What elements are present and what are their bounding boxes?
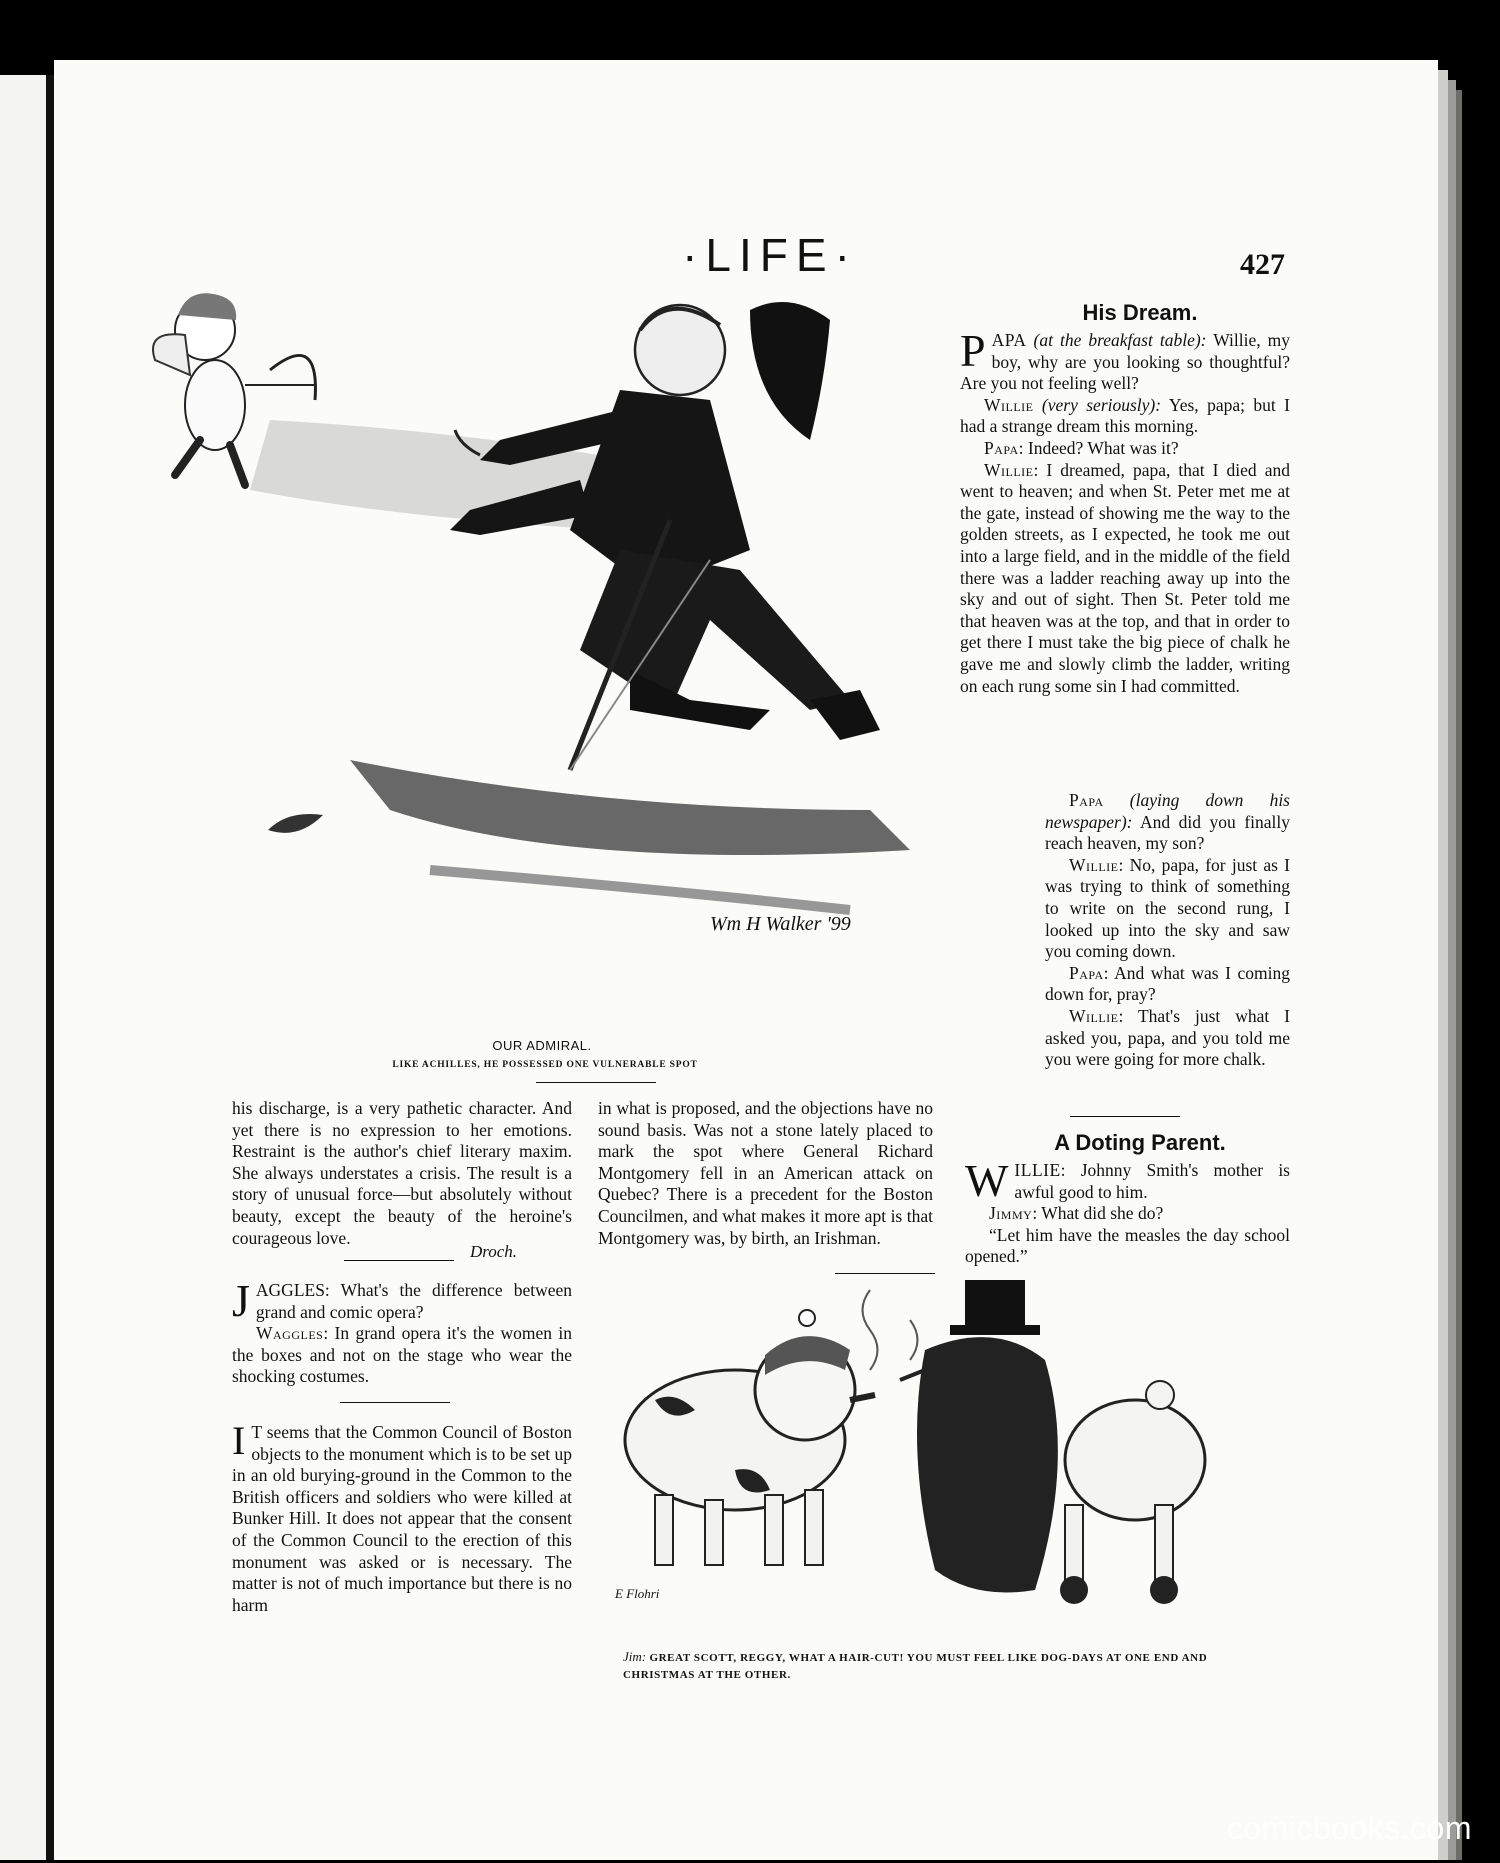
admiral-illustration [150, 290, 1030, 980]
boston-para: I T seems that the Common Council of Boston objects to the monument which is to be set up in an old burying-ground in the Common to the British officers and soldiers who were killed at Bunker Hill. It does not appear that the consent of the Common Council to the erection of this monument was asked or is necessary. The matter is not of much importance but there is no harm [232, 1418, 572, 1615]
his-dream-para-5: Papa (laying down his newspaper): And did you finally reach heaven, my son? [1045, 790, 1290, 854]
dogs-caption [623, 1648, 1248, 1684]
doting-parent-para-1: WILLIE: Johnny Smith's mother is awful good to him. [965, 1155, 1290, 1206]
page-stack-edge [1438, 70, 1448, 1860]
admiral-signature: Wm H Walker '99 [710, 913, 851, 935]
his-dream-para-7: Papa: And what was I coming down for, pray? [1045, 962, 1290, 1005]
his-dream-para-1: PAPA (at the breakfast table): Willie, my boy, why are you looking so thoughtful? Are you not feeling well? [960, 325, 1290, 394]
hat-falling [750, 302, 830, 440]
admiral-caption: OUR ADMIRAL. [492, 1038, 592, 1053]
dogs-signature: E Flohri [615, 1586, 660, 1601]
his-dream-body-narrow [1045, 790, 1290, 1071]
facing-page-edge [0, 75, 46, 1860]
jaggles-para-1: JAGGLES: What's the difference between grand and comic opera? [232, 1275, 572, 1326]
page-stack-edge [1456, 90, 1462, 1860]
bulldog-figure [625, 1310, 875, 1565]
review-rule [344, 1260, 454, 1261]
boston-article-col1 [232, 1418, 572, 1616]
doting-parent-para-3: “Let him have the measles the day school opened.” [965, 1224, 1290, 1267]
watermark: comicbooks.com [1226, 1810, 1472, 1846]
boston-para-cont: in what is proposed, and the objections have no sound basis. Was not a stone lately placed to mark the spot where General Richard Montgomery fell in an American attack on Quebec? There is a precedent for the Boston Councilmen, and what makes it more apt is that Montgomery was, by birth, an Irishman. [598, 1098, 933, 1248]
his-dream-body-wide [960, 325, 1290, 697]
jaggles-rule [340, 1402, 450, 1403]
review-body [232, 1098, 572, 1249]
dogs-rule [835, 1273, 935, 1274]
doting-parent-title: A Doting Parent. [1054, 1130, 1226, 1155]
boston-article-col2 [598, 1098, 933, 1249]
jaggles-para-2: Waggles: In grand opera it's the women in the boxes and not on the stage who wear the shocking costumes. [232, 1323, 572, 1387]
his-dream-para-6: Willie: No, papa, for just as I was trying to think of something to write on the second rung, I looked up into the sky and saw you coming down. [1045, 854, 1290, 962]
book-gutter [46, 75, 54, 1860]
dogs-caption-speaker: Jim: [623, 1649, 647, 1664]
his-dream-para-4: Willie: I dreamed, papa, that I died and went to heaven; and when St. Peter met me at the gate, instead of showing me the way to the golden streets, as I expected, he took me out into a large field, and in the middle of the field there was a ladder reaching away up into the sky and out of sight. Then St. Peter told me that heaven was at the top, and that in order to get there I must take the big piece of chalk he gave me and slowly climb the ladder, writing on each rung some sin I had committed. [960, 459, 1290, 696]
his-dream-para-2: Willie (very seriously): Yes, papa; but I had a strange dream this morning. [960, 394, 1290, 437]
page-stack-edge [1448, 80, 1456, 1860]
jaggles-joke [232, 1275, 572, 1388]
masthead-title: ·LIFE· [682, 229, 858, 281]
his-dream-title: His Dream. [1082, 300, 1198, 325]
poodle-figure [900, 1280, 1205, 1604]
his-dream-para-8: Willie: That's just what I asked you, papa, and you told me you were going for more chalk. [1045, 1005, 1290, 1070]
doting-parent-body [965, 1155, 1290, 1268]
caption-rule [536, 1082, 656, 1083]
his-dream-para-3: Papa: Indeed? What was it? [984, 437, 1179, 458]
page-number: 427 [1240, 248, 1285, 281]
review-signature: Droch. [470, 1242, 518, 1261]
section-rule [1070, 1116, 1180, 1117]
admiral-subcaption: LIKE ACHILLES, HE POSSESSED ONE VULNERABLE SPOT [392, 1060, 698, 1070]
dogs-illustration [615, 1280, 1265, 1640]
review-text: his discharge, is a very pathetic character. And yet there is no expression to her emotions. Restraint is the author's chief literary maxim. She always understates a crisis. The result is a story of unusual force—but absolutely without beauty, except the beauty of the heroine's courageous love. [232, 1098, 572, 1248]
doting-parent-para-2: Jimmy: What did she do? [989, 1203, 1164, 1224]
dogs-caption-text: GREAT SCOTT, REGGY, WHAT A HAIR-CUT! YOU MUST FEEL LIKE DOG-DAYS AT ONE END AND CHRISTMAS AT THE OTHER. [623, 1652, 1208, 1681]
